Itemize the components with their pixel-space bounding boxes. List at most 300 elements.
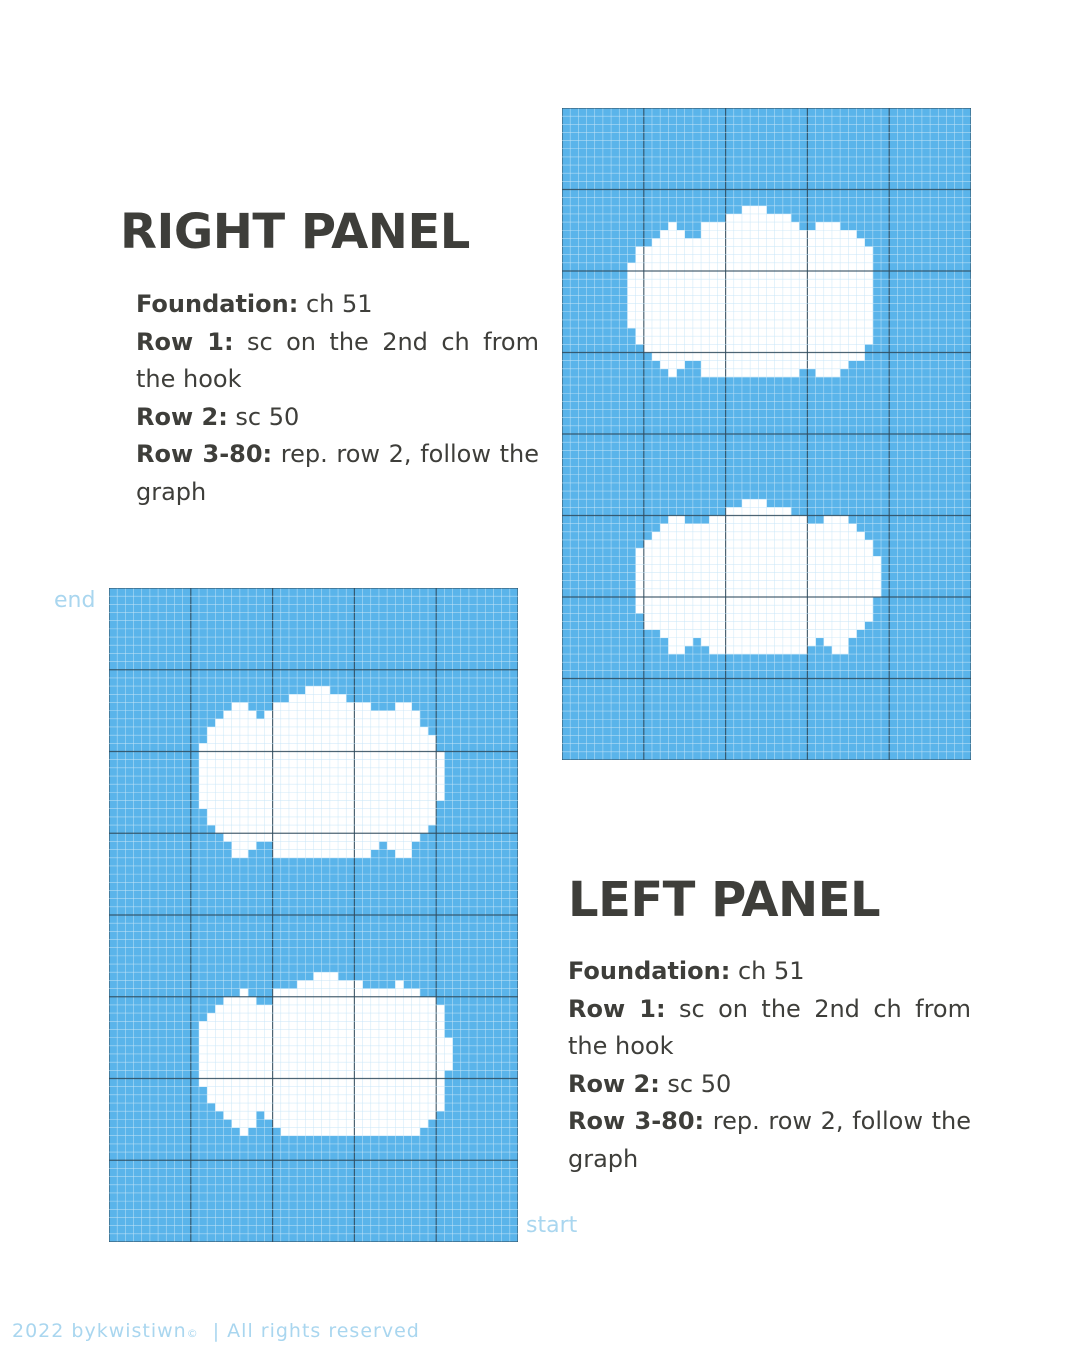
cloud-stitch bbox=[783, 353, 791, 361]
cloud-stitch bbox=[816, 255, 824, 263]
cloud-stitch bbox=[717, 597, 725, 605]
cloud-stitch bbox=[289, 1062, 297, 1070]
cloud-stitch bbox=[775, 344, 783, 352]
cloud-stitch bbox=[848, 630, 856, 638]
cloud-stitch bbox=[807, 344, 815, 352]
cloud-stitch bbox=[215, 768, 223, 776]
cloud-stitch bbox=[701, 556, 709, 564]
cloud-stitch bbox=[273, 1054, 281, 1062]
cloud-stitch bbox=[395, 735, 403, 743]
cloud-stitch bbox=[742, 638, 750, 646]
cloud-stitch bbox=[816, 532, 824, 540]
cloud-stitch bbox=[346, 1062, 354, 1070]
cloud-stitch bbox=[363, 752, 371, 760]
cloud-stitch bbox=[865, 589, 873, 597]
cloud-stitch bbox=[215, 784, 223, 792]
cloud-stitch bbox=[297, 1095, 305, 1103]
cloud-stitch bbox=[726, 287, 734, 295]
cloud-stitch bbox=[832, 230, 840, 238]
cloud-stitch bbox=[248, 1079, 256, 1087]
cloud-stitch bbox=[281, 768, 289, 776]
cloud-stitch bbox=[856, 238, 864, 246]
cloud-stitch bbox=[371, 711, 379, 719]
cloud-stitch bbox=[717, 336, 725, 344]
cloud-stitch bbox=[832, 540, 840, 548]
cloud-stitch bbox=[758, 597, 766, 605]
cloud-stitch bbox=[799, 238, 807, 246]
cloud-stitch bbox=[420, 1103, 428, 1111]
cloud-stitch bbox=[281, 1021, 289, 1029]
cloud-stitch bbox=[363, 711, 371, 719]
cloud-stitch bbox=[701, 581, 709, 589]
cloud-stitch bbox=[248, 1070, 256, 1078]
cloud-stitch bbox=[199, 1062, 207, 1070]
cloud-stitch bbox=[256, 784, 264, 792]
cloud-stitch bbox=[420, 752, 428, 760]
cloud-stitch bbox=[799, 320, 807, 328]
cloud-stitch bbox=[314, 1021, 322, 1029]
cloud-stitch bbox=[856, 336, 864, 344]
cloud-stitch bbox=[289, 1029, 297, 1037]
cloud-stitch bbox=[816, 556, 824, 564]
cloud-stitch bbox=[865, 312, 873, 320]
cloud-stitch bbox=[750, 295, 758, 303]
cloud-stitch bbox=[668, 353, 676, 361]
cloud-stitch bbox=[848, 605, 856, 613]
cloud-stitch bbox=[644, 605, 652, 613]
cloud-stitch bbox=[297, 1005, 305, 1013]
cloud-stitch bbox=[273, 833, 281, 841]
cloud-stitch bbox=[767, 336, 775, 344]
cloud-stitch bbox=[677, 556, 685, 564]
cloud-stitch bbox=[717, 230, 725, 238]
cloud-stitch bbox=[256, 1029, 264, 1037]
cloud-stitch bbox=[636, 581, 644, 589]
cloud-stitch bbox=[412, 776, 420, 784]
cloud-stitch bbox=[734, 247, 742, 255]
cloud-stitch bbox=[750, 581, 758, 589]
cloud-stitch bbox=[273, 727, 281, 735]
cloud-stitch bbox=[865, 320, 873, 328]
cloud-stitch bbox=[363, 1103, 371, 1111]
cloud-stitch bbox=[420, 1038, 428, 1046]
cloud-stitch bbox=[207, 776, 215, 784]
cloud-stitch bbox=[248, 1054, 256, 1062]
cloud-stitch bbox=[314, 850, 322, 858]
cloud-stitch bbox=[750, 564, 758, 572]
cloud-stitch bbox=[734, 638, 742, 646]
cloud-stitch bbox=[652, 605, 660, 613]
cloud-stitch bbox=[824, 279, 832, 287]
cloud-stitch bbox=[677, 255, 685, 263]
cloud-stitch bbox=[726, 524, 734, 532]
cloud-stitch bbox=[824, 621, 832, 629]
cloud-stitch bbox=[403, 768, 411, 776]
cloud-stitch bbox=[848, 573, 856, 581]
cloud-stitch bbox=[338, 1095, 346, 1103]
cloud-stitch bbox=[330, 850, 338, 858]
cloud-stitch bbox=[215, 1103, 223, 1111]
cloud-stitch bbox=[816, 369, 824, 377]
cloud-stitch bbox=[791, 532, 799, 540]
cloud-stitch bbox=[856, 295, 864, 303]
instruction-label: Row 2: bbox=[136, 402, 228, 431]
cloud-stitch bbox=[297, 997, 305, 1005]
cloud-stitch bbox=[412, 768, 420, 776]
cloud-stitch bbox=[338, 1087, 346, 1095]
cloud-stitch bbox=[767, 287, 775, 295]
cloud-stitch bbox=[354, 801, 362, 809]
cloud-stitch bbox=[403, 1119, 411, 1127]
cloud-stitch bbox=[428, 743, 436, 751]
cloud-stitch bbox=[207, 1029, 215, 1037]
cloud-stitch bbox=[783, 646, 791, 654]
cloud-stitch bbox=[322, 1029, 330, 1037]
cloud-stitch bbox=[750, 630, 758, 638]
cloud-stitch bbox=[750, 304, 758, 312]
footer-credit: 2022 bykwistiwn bbox=[12, 1320, 187, 1342]
cloud-stitch bbox=[701, 532, 709, 540]
cloud-stitch bbox=[387, 1021, 395, 1029]
cloud-stitch bbox=[807, 548, 815, 556]
cloud-stitch bbox=[232, 1005, 240, 1013]
cloud-stitch bbox=[395, 1038, 403, 1046]
cloud-stitch bbox=[758, 320, 766, 328]
cloud-stitch bbox=[726, 263, 734, 271]
cloud-stitch bbox=[685, 312, 693, 320]
cloud-stitch bbox=[354, 1087, 362, 1095]
cloud-stitch bbox=[832, 238, 840, 246]
cloud-stitch bbox=[354, 1119, 362, 1127]
cloud-stitch bbox=[363, 1128, 371, 1136]
cloud-stitch bbox=[717, 304, 725, 312]
cloud-stitch bbox=[428, 809, 436, 817]
cloud-stitch bbox=[297, 743, 305, 751]
cloud-stitch bbox=[387, 817, 395, 825]
cloud-stitch bbox=[856, 564, 864, 572]
cloud-stitch bbox=[636, 247, 644, 255]
cloud-stitch bbox=[305, 980, 313, 988]
cloud-stitch bbox=[865, 613, 873, 621]
cloud-stitch bbox=[816, 605, 824, 613]
cloud-stitch bbox=[207, 784, 215, 792]
cloud-stitch bbox=[314, 711, 322, 719]
cloud-stitch bbox=[734, 621, 742, 629]
cloud-stitch bbox=[395, 1046, 403, 1054]
cloud-stitch bbox=[305, 1095, 313, 1103]
cloud-stitch bbox=[726, 630, 734, 638]
cloud-stitch bbox=[395, 997, 403, 1005]
cloud-stitch bbox=[758, 271, 766, 279]
cloud-stitch bbox=[758, 621, 766, 629]
cloud-stitch bbox=[387, 743, 395, 751]
cloud-stitch bbox=[338, 743, 346, 751]
cloud-stitch bbox=[767, 369, 775, 377]
cloud-stitch bbox=[717, 344, 725, 352]
cloud-stitch bbox=[322, 1095, 330, 1103]
cloud-stitch bbox=[816, 621, 824, 629]
cloud-stitch bbox=[709, 548, 717, 556]
cloud-stitch bbox=[677, 287, 685, 295]
cloud-stitch bbox=[816, 630, 824, 638]
cloud-stitch bbox=[832, 279, 840, 287]
cloud-stitch bbox=[758, 556, 766, 564]
cloud-stitch bbox=[363, 784, 371, 792]
cloud-stitch bbox=[726, 516, 734, 524]
cloud-stitch bbox=[346, 760, 354, 768]
cloud-stitch bbox=[281, 1128, 289, 1136]
cloud-stitch bbox=[314, 702, 322, 710]
cloud-stitch bbox=[783, 581, 791, 589]
cloud-stitch bbox=[379, 1095, 387, 1103]
cloud-stitch bbox=[726, 597, 734, 605]
instruction-foundation bbox=[568, 953, 971, 991]
cloud-stitch bbox=[428, 817, 436, 825]
cloud-stitch bbox=[314, 1029, 322, 1037]
cloud-stitch bbox=[644, 556, 652, 564]
cloud-stitch bbox=[824, 255, 832, 263]
cloud-stitch bbox=[322, 1062, 330, 1070]
cloud-stitch bbox=[346, 1079, 354, 1087]
cloud-stitch bbox=[775, 336, 783, 344]
cloud-stitch bbox=[354, 980, 362, 988]
footer bbox=[12, 1320, 420, 1342]
cloud-stitch bbox=[379, 1128, 387, 1136]
cloud-stitch bbox=[799, 573, 807, 581]
cloud-stitch bbox=[799, 581, 807, 589]
cloud-stitch bbox=[420, 1021, 428, 1029]
cloud-stitch bbox=[273, 1046, 281, 1054]
cloud-stitch bbox=[693, 564, 701, 572]
cloud-stitch bbox=[305, 1029, 313, 1037]
cloud-stitch bbox=[224, 801, 232, 809]
cloud-stitch bbox=[742, 206, 750, 214]
cloud-stitch bbox=[403, 719, 411, 727]
cloud-stitch bbox=[322, 1005, 330, 1013]
cloud-stitch bbox=[701, 238, 709, 246]
cloud-stitch bbox=[693, 613, 701, 621]
cloud-stitch bbox=[791, 353, 799, 361]
cloud-stitch bbox=[726, 279, 734, 287]
cloud-stitch bbox=[314, 997, 322, 1005]
cloud-stitch bbox=[709, 613, 717, 621]
cloud-stitch bbox=[428, 1095, 436, 1103]
cloud-stitch bbox=[395, 1128, 403, 1136]
cloud-stitch bbox=[799, 247, 807, 255]
cloud-stitch bbox=[428, 1046, 436, 1054]
cloud-stitch bbox=[215, 1054, 223, 1062]
cloud-stitch bbox=[403, 711, 411, 719]
cloud-stitch bbox=[403, 1087, 411, 1095]
cloud-stitch bbox=[742, 287, 750, 295]
cloud-stitch bbox=[412, 809, 420, 817]
cloud-stitch bbox=[354, 1111, 362, 1119]
cloud-stitch bbox=[232, 1062, 240, 1070]
cloud-stitch bbox=[767, 238, 775, 246]
cloud-stitch bbox=[314, 841, 322, 849]
cloud-stitch bbox=[297, 1038, 305, 1046]
cloud-stitch bbox=[668, 320, 676, 328]
cloud-stitch bbox=[256, 776, 264, 784]
cloud-stitch bbox=[215, 727, 223, 735]
cloud-stitch bbox=[264, 809, 272, 817]
cloud-stitch bbox=[677, 271, 685, 279]
cloud-stitch bbox=[750, 621, 758, 629]
cloud-stitch bbox=[322, 784, 330, 792]
cloud-stitch bbox=[677, 312, 685, 320]
cloud-stitch bbox=[215, 1087, 223, 1095]
cloud-stitch bbox=[224, 1038, 232, 1046]
cloud-stitch bbox=[767, 247, 775, 255]
cloud-stitch bbox=[791, 344, 799, 352]
cloud-stitch bbox=[330, 719, 338, 727]
cloud-stitch bbox=[264, 1013, 272, 1021]
cloud-stitch bbox=[264, 752, 272, 760]
cloud-stitch bbox=[758, 605, 766, 613]
cloud-stitch bbox=[726, 581, 734, 589]
cloud-stitch bbox=[816, 361, 824, 369]
cloud-stitch bbox=[742, 597, 750, 605]
cloud-stitch bbox=[346, 1013, 354, 1021]
cloud-stitch bbox=[363, 1070, 371, 1078]
cloud-stitch bbox=[264, 1005, 272, 1013]
cloud-stitch bbox=[660, 597, 668, 605]
cloud-stitch bbox=[767, 556, 775, 564]
cloud-stitch bbox=[627, 279, 635, 287]
cloud-stitch bbox=[636, 548, 644, 556]
cloud-stitch bbox=[668, 238, 676, 246]
cloud-stitch bbox=[297, 833, 305, 841]
cloud-stitch bbox=[224, 1021, 232, 1029]
cloud-stitch bbox=[428, 1054, 436, 1062]
cloud-stitch bbox=[305, 694, 313, 702]
cloud-stitch bbox=[346, 1128, 354, 1136]
cloud-stitch bbox=[652, 532, 660, 540]
cloud-stitch bbox=[693, 589, 701, 597]
cloud-stitch bbox=[314, 752, 322, 760]
cloud-stitch bbox=[224, 768, 232, 776]
cloud-stitch bbox=[668, 287, 676, 295]
cloud-stitch bbox=[636, 597, 644, 605]
cloud-stitch bbox=[346, 1038, 354, 1046]
cloud-stitch bbox=[742, 646, 750, 654]
cloud-stitch bbox=[668, 344, 676, 352]
cloud-stitch bbox=[412, 817, 420, 825]
cloud-stitch bbox=[709, 247, 717, 255]
cloud-stitch bbox=[403, 809, 411, 817]
cloud-stitch bbox=[387, 1062, 395, 1070]
cloud-stitch bbox=[865, 271, 873, 279]
cloud-stitch bbox=[767, 646, 775, 654]
cloud-stitch bbox=[330, 841, 338, 849]
cloud-stitch bbox=[224, 727, 232, 735]
cloud-stitch bbox=[840, 336, 848, 344]
cloud-stitch bbox=[636, 556, 644, 564]
cloud-stitch bbox=[767, 524, 775, 532]
cloud-stitch bbox=[742, 263, 750, 271]
cloud-stitch bbox=[783, 556, 791, 564]
cloud-stitch bbox=[363, 743, 371, 751]
cloud-stitch bbox=[840, 532, 848, 540]
cloud-stitch bbox=[403, 1062, 411, 1070]
cloud-stitch bbox=[346, 980, 354, 988]
cloud-stitch bbox=[701, 638, 709, 646]
cloud-stitch bbox=[215, 743, 223, 751]
cloud-stitch bbox=[709, 312, 717, 320]
cloud-stitch bbox=[420, 1029, 428, 1037]
cloud-stitch bbox=[693, 295, 701, 303]
cloud-stitch bbox=[314, 768, 322, 776]
cloud-stitch bbox=[677, 263, 685, 271]
cloud-stitch bbox=[338, 784, 346, 792]
cloud-stitch bbox=[281, 833, 289, 841]
cloud-stitch bbox=[783, 507, 791, 515]
cloud-stitch bbox=[824, 361, 832, 369]
cloud-stitch bbox=[668, 573, 676, 581]
cloud-stitch bbox=[775, 304, 783, 312]
cloud-stitch bbox=[314, 792, 322, 800]
cloud-stitch bbox=[297, 980, 305, 988]
cloud-stitch bbox=[783, 361, 791, 369]
cloud-stitch bbox=[412, 997, 420, 1005]
cloud-stitch bbox=[816, 279, 824, 287]
cloud-stitch bbox=[256, 760, 264, 768]
cloud-stitch bbox=[873, 573, 881, 581]
cloud-stitch bbox=[726, 336, 734, 344]
cloud-stitch bbox=[660, 605, 668, 613]
cloud-stitch bbox=[677, 304, 685, 312]
cloud-stitch bbox=[791, 222, 799, 230]
cloud-stitch bbox=[726, 548, 734, 556]
cloud-stitch bbox=[338, 694, 346, 702]
cloud-stitch bbox=[322, 833, 330, 841]
cloud-stitch bbox=[726, 621, 734, 629]
cloud-stitch bbox=[783, 613, 791, 621]
cloud-stitch bbox=[281, 809, 289, 817]
cloud-stitch bbox=[346, 1111, 354, 1119]
cloud-stitch bbox=[363, 850, 371, 858]
cloud-stitch bbox=[693, 247, 701, 255]
cloud-stitch bbox=[701, 328, 709, 336]
cloud-stitch bbox=[750, 540, 758, 548]
cloud-stitch bbox=[338, 1111, 346, 1119]
cloud-stitch bbox=[717, 271, 725, 279]
cloud-stitch bbox=[338, 1021, 346, 1029]
cloud-stitch bbox=[799, 271, 807, 279]
cloud-stitch bbox=[717, 255, 725, 263]
cloud-stitch bbox=[322, 1021, 330, 1029]
cloud-stitch bbox=[232, 850, 240, 858]
cloud-stitch bbox=[734, 548, 742, 556]
cloud-stitch bbox=[742, 271, 750, 279]
cloud-stitch bbox=[363, 1087, 371, 1095]
cloud-stitch bbox=[224, 776, 232, 784]
cloud-stitch bbox=[215, 825, 223, 833]
cloud-stitch bbox=[816, 295, 824, 303]
cloud-stitch bbox=[346, 809, 354, 817]
cloud-stitch bbox=[330, 768, 338, 776]
cloud-stitch bbox=[799, 255, 807, 263]
cloud-stitch bbox=[799, 328, 807, 336]
cloud-stitch bbox=[767, 507, 775, 515]
cloud-stitch bbox=[750, 613, 758, 621]
cloud-stitch bbox=[346, 776, 354, 784]
cloud-stitch bbox=[775, 214, 783, 222]
cloud-stitch bbox=[701, 524, 709, 532]
cloud-stitch bbox=[856, 556, 864, 564]
cloud-stitch bbox=[693, 312, 701, 320]
cloud-stitch bbox=[709, 369, 717, 377]
